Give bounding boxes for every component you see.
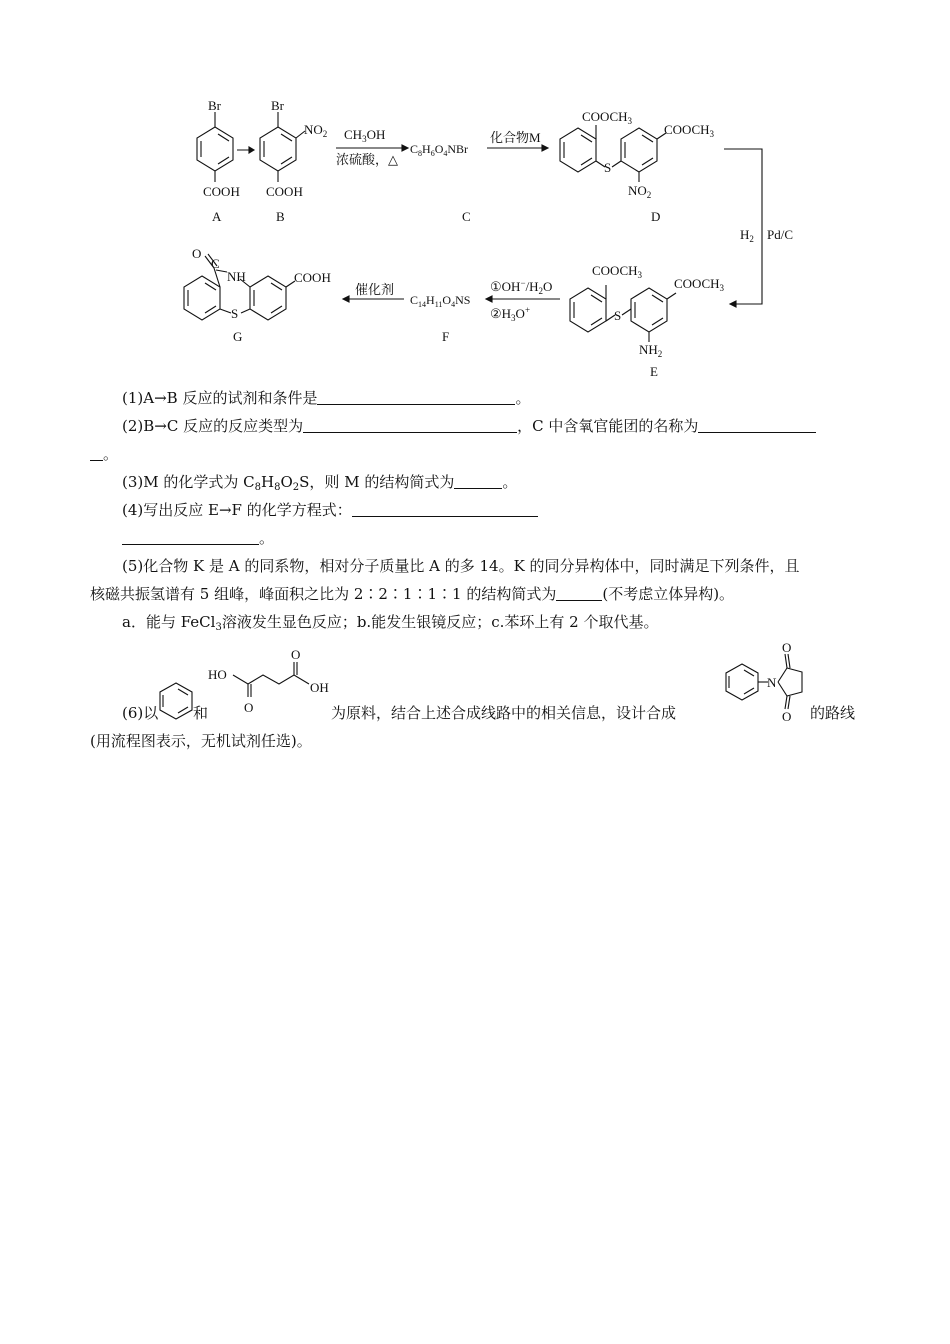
q5-cond-b: 溶液发生显色反应；b.能发生银镜反应；c.苯环上有 2 个取代基。 [221,613,659,631]
imide-n-label: N [767,675,777,690]
q3-o: O [280,473,293,491]
ef-step1-label: $①OH^-/H_2O$ [490,278,553,296]
q4-end: 。 [259,529,275,547]
q3-sub-3: 2 [292,482,300,493]
benzene-structure [160,683,192,719]
imide-o-label-2: O [782,709,792,724]
compound-d-label: D [651,209,661,224]
q5-text-1: (5)化合物 K 是 A 的同系物，相对分子质量比 A 的多 14。K 的同分异构体中，同时满足下列条件，且 [122,557,800,575]
question-6-lead [122,703,158,723]
question-6-tail [810,703,855,723]
q6-text-line2: (用流程图表示，无机试剂任选)。 [90,732,312,750]
g-cooh-label: COOH [294,270,331,285]
question-6-line2 [90,731,312,751]
e-cooch3-label-1: $COOCH_3$ [592,263,643,280]
n-phenylsuccinimide-structure [726,654,802,709]
fg-catalyst-label: 催化剂 [355,282,395,297]
q3-h: H [261,473,275,491]
de-h2-label: $H_2$ [740,227,754,244]
q5-text-2b: (不考虑立体异构)。 [602,585,735,603]
de-catalyst-label: Pd/C [767,227,794,242]
d-cooch3-label-2: $COOCH_3$ [664,122,715,139]
q3-sub-1: 8 [254,482,261,493]
succinic-o-label-2: O [291,647,301,662]
question-6-mid [331,703,676,723]
g-s-label: S [231,306,239,321]
q1-end: 。 [515,389,531,407]
q2-end: 。 [103,445,119,463]
compound-b-label: B [276,209,285,224]
compound-g-label: G [233,329,243,344]
question-6-and [193,703,208,723]
compound-c-formula: $C_8H_6O_4NBr$ [410,142,469,158]
q4-text: (4)写出反应 E→F 的化学方程式： [122,501,352,519]
q3-text-a: (3)M 的化学式为 C [122,473,255,491]
ef-step2-label: $②H_3O^+$ [490,305,531,323]
b-no2-label: $NO_2$ [304,122,328,139]
imide-o-label-1: O [782,640,792,655]
q6-text-a: (6)以 [122,704,159,722]
q5-cond-sub: 3 [215,622,222,633]
q2-text-a: (2)B→C 反应的反应类型为 [122,417,304,435]
b-br-label: Br [271,98,284,113]
q6-text-d: 的路线 [810,704,856,722]
q6-text-c: 为原料，结合上述合成线路中的相关信息，设计合成 [331,704,677,722]
succinic-oh-label: OH [310,680,329,695]
compound-e-label: E [650,364,658,379]
q5-cond-a: a．能与 FeCl [122,613,216,631]
q2-text-b: ，C 中含氧官能团的名称为 [517,417,699,435]
q1-text: (1)A→B 反应的试剂和条件是 [122,389,318,407]
g-nh-label: NH [227,269,246,284]
bc-reagent-label: $CH_3OH$ [344,127,386,144]
d-no2-label: $NO_2$ [628,183,652,200]
q3-end: 。 [502,473,518,491]
d-s-label: S [604,160,612,175]
g-c-label: C [211,256,220,271]
b-cooh-label: COOH [266,184,303,199]
e-cooch3-label-2: $COOCH_3$ [674,276,725,293]
a-br-label: Br [208,98,221,113]
d-cooch3-label-1: $COOCH_3$ [582,109,633,126]
cd-reagent-label: 化合物M [490,130,541,145]
q5-text-2a: 核磁共振氢谱有 5 组峰，峰面积之比为 2∶2∶1∶1∶1 的结构简式为 [90,585,557,603]
succinic-acid-structure [233,662,309,697]
bc-condition-label: 浓硫酸，△ [336,152,398,167]
compound-c-label: C [462,209,471,224]
e-nh2-label: $NH_2$ [639,342,663,359]
succinic-ho-label: HO [208,667,227,682]
q6-text-b: 和 [193,704,209,722]
q3-sub-2: 8 [274,482,281,493]
succinic-o-label-1: O [244,700,254,715]
e-s-label: S [614,308,622,323]
g-o-label: O [192,246,202,261]
compound-f-formula: $C_{14}H_{11}O_4NS$ [410,293,471,309]
compound-f-label: F [442,329,450,344]
compound-a-label: A [212,209,222,224]
q3-text-b: S，则 M 的结构简式为 [299,473,455,491]
a-cooh-label: COOH [203,184,240,199]
